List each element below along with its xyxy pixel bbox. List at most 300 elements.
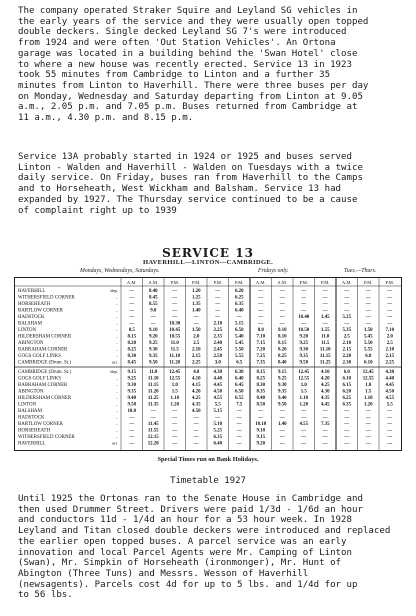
time-cell: 6.20 bbox=[234, 289, 244, 294]
closing-line: Leyland and Titan closed double deckers were introduced and replaced bbox=[18, 526, 391, 537]
time-cell: 7.20 bbox=[256, 347, 266, 353]
stop-suffix: .. bbox=[115, 307, 118, 313]
time-cell: 2.40 bbox=[213, 341, 223, 346]
time-cell: — bbox=[344, 428, 350, 434]
time-cell: — bbox=[215, 302, 221, 307]
time-cell: — bbox=[322, 428, 328, 434]
time-cell: 4.30 bbox=[320, 389, 330, 395]
time-cell: 11.20 bbox=[169, 360, 181, 366]
time-cell: 5.35 bbox=[342, 328, 352, 333]
time-cell: 2.0 bbox=[386, 334, 393, 340]
time-cell: 7.5 bbox=[236, 402, 243, 408]
time-cell: 5.55 bbox=[234, 354, 244, 359]
column-header: A.M. bbox=[255, 280, 266, 286]
time-cell: — bbox=[236, 435, 242, 440]
time-cell: 4.25 bbox=[320, 383, 330, 388]
time-cell: 7.35 bbox=[320, 422, 330, 427]
stop-suffix: .. bbox=[115, 434, 118, 439]
time-cell: 12.55 bbox=[169, 376, 181, 382]
stop-name: GOGS GOLF LINKS bbox=[18, 354, 61, 359]
time-cell: 1.20 bbox=[170, 402, 180, 408]
stop-name: BARTLOW CORNER bbox=[18, 308, 63, 314]
column-header: P.M. bbox=[299, 280, 308, 286]
stop-suffix: .. bbox=[115, 388, 118, 394]
service13a-line: expanded by 1927. The Thursday service continued to be a cause bbox=[18, 194, 358, 205]
time-cell: 1.10 bbox=[170, 396, 180, 401]
time-cell: — bbox=[129, 415, 135, 421]
time-cell: — bbox=[365, 422, 371, 427]
time-cell: — bbox=[215, 415, 221, 421]
time-cell: 2.10 bbox=[191, 347, 201, 353]
time-cell: 11.25 bbox=[147, 396, 159, 401]
time-cell: 10.10 bbox=[255, 422, 267, 427]
time-cell: 2.10 bbox=[385, 347, 395, 353]
time-cell: — bbox=[258, 321, 264, 327]
time-cell: — bbox=[344, 441, 350, 447]
time-cell: 6.5 bbox=[236, 360, 243, 366]
time-cell: 1.50 bbox=[191, 328, 201, 333]
time-cell: 8.40 bbox=[256, 396, 266, 401]
timetable bbox=[14, 277, 402, 451]
stop-suffix: .. bbox=[115, 301, 118, 306]
time-cell: 10.55 bbox=[169, 334, 181, 340]
time-cell: 4.50 bbox=[385, 389, 395, 395]
time-cell: 8.5 bbox=[128, 328, 135, 333]
time-cell: 4.35 bbox=[191, 402, 201, 408]
time-cell: 6.10 bbox=[342, 376, 352, 382]
time-cell: 11.10 bbox=[319, 347, 331, 353]
time-cell: 4.20 bbox=[320, 376, 330, 382]
time-cell: 9.10 bbox=[256, 428, 266, 434]
closing-line: Until 1925 the Ortonas ran to the Senate House in Cambridge and bbox=[18, 494, 363, 504]
time-cell: 6.25 bbox=[234, 295, 244, 301]
time-cell: 4.35 bbox=[320, 396, 330, 401]
time-cell: 1.50 bbox=[363, 328, 373, 333]
time-cell: — bbox=[387, 321, 393, 327]
time-cell: 7.15 bbox=[256, 341, 266, 346]
time-cell: 2.30 bbox=[342, 360, 352, 366]
time-cell: 5.55 bbox=[363, 347, 373, 353]
time-cell: — bbox=[365, 428, 371, 434]
time-cell: — bbox=[129, 308, 135, 314]
time-cell: 4.0 bbox=[193, 370, 200, 375]
time-cell: — bbox=[387, 422, 393, 427]
time-cell: — bbox=[344, 308, 350, 314]
time-cell: 11.20 bbox=[147, 389, 159, 395]
time-cell: 11.0 bbox=[149, 370, 158, 375]
column-header: P.M. bbox=[385, 280, 394, 286]
time-cell: 4.55 bbox=[213, 396, 223, 401]
time-cell: — bbox=[365, 321, 371, 327]
time-cell: 8.40 bbox=[148, 289, 158, 294]
service-13a-paragraph bbox=[18, 152, 402, 216]
time-cell: — bbox=[365, 308, 371, 314]
time-cell: 9.25 bbox=[127, 376, 137, 382]
time-cell: — bbox=[258, 308, 264, 314]
time-cell: — bbox=[322, 295, 328, 301]
time-cell: — bbox=[258, 302, 264, 307]
time-cell: — bbox=[387, 428, 393, 434]
stop-suffix: arr. bbox=[112, 359, 118, 365]
stop-suffix: .. bbox=[115, 353, 118, 358]
intro-line: from 1924 and were often 'Out Station Vehicles'. An Ortona bbox=[18, 38, 336, 49]
time-cell: 6.15 bbox=[342, 383, 352, 388]
stop-name: CAMBRIDGE (Drum. St.) bbox=[18, 360, 71, 366]
time-cell: — bbox=[279, 435, 285, 440]
time-cell: 9.50 bbox=[277, 402, 287, 408]
time-cell: — bbox=[279, 321, 285, 327]
time-cell: 9.0 bbox=[150, 308, 157, 314]
time-cell: — bbox=[193, 315, 199, 320]
time-cell: — bbox=[258, 409, 264, 414]
stop-name: HADSTOCK bbox=[18, 415, 45, 421]
stop-suffix: .. bbox=[115, 314, 118, 319]
time-cell: 9.50 bbox=[148, 360, 158, 366]
time-cell: — bbox=[129, 295, 135, 301]
time-cell: 9.50 bbox=[127, 402, 137, 408]
time-cell: 2.5 bbox=[193, 341, 200, 346]
figure-caption: Timetable 1927 bbox=[170, 476, 246, 486]
time-cell: — bbox=[365, 415, 371, 421]
stop-name: LINTON bbox=[18, 328, 37, 333]
time-cell: 11.55 bbox=[147, 428, 159, 434]
time-cell: 4.30 bbox=[213, 370, 223, 375]
time-cell: 8.20 bbox=[127, 341, 137, 346]
time-cell: 9.30 bbox=[148, 347, 158, 353]
time-cell: — bbox=[279, 428, 285, 434]
stop-name: GOGS GOLF LINKS bbox=[18, 376, 61, 382]
time-cell: — bbox=[301, 435, 307, 440]
time-cell: 9.30 bbox=[127, 383, 137, 388]
time-cell: 9.25 bbox=[299, 341, 309, 346]
time-cell: — bbox=[322, 289, 328, 294]
time-cell: — bbox=[172, 428, 178, 434]
time-cell: — bbox=[129, 422, 135, 427]
stop-name: BABRAHAM CORNER bbox=[18, 347, 68, 353]
time-cell: 9.40 bbox=[127, 396, 137, 401]
time-cell: 6.40 bbox=[234, 376, 244, 382]
time-cell: 5.5 bbox=[386, 402, 393, 408]
time-cell: 2.25 bbox=[385, 360, 395, 366]
time-cell: — bbox=[129, 441, 135, 447]
time-cell: 9.35 bbox=[148, 354, 158, 359]
time-cell: 12.20 bbox=[147, 441, 159, 447]
time-cell: — bbox=[129, 435, 135, 440]
time-cell: — bbox=[301, 302, 307, 307]
time-cell: 6.25 bbox=[342, 396, 352, 401]
time-cell: — bbox=[172, 441, 178, 447]
time-cell: — bbox=[172, 415, 178, 421]
time-cell: — bbox=[193, 415, 199, 421]
stop-suffix: dep. bbox=[110, 369, 118, 374]
stop-name: WITHERSFIELD CORNER bbox=[18, 435, 75, 440]
time-cell: 10.40 bbox=[298, 315, 310, 320]
time-cell: — bbox=[193, 321, 199, 327]
time-cell: 8.15 bbox=[127, 334, 137, 340]
time-cell: 1.5 bbox=[171, 389, 178, 395]
time-cell: — bbox=[150, 321, 156, 327]
time-cell: 10.0 bbox=[127, 409, 137, 414]
time-cell: 2.0 bbox=[193, 334, 200, 340]
time-cell: 6.50 bbox=[234, 328, 244, 333]
time-cell: 6.50 bbox=[234, 389, 244, 395]
service13a-line: daily service. On Friday, buses ran from Haverhill to the Camps bbox=[18, 173, 363, 184]
time-cell: — bbox=[129, 289, 135, 294]
time-cell: — bbox=[301, 295, 307, 301]
service13a-line: Service 13A probably started in 1924 or 1925 and buses served bbox=[18, 152, 352, 162]
time-cell: — bbox=[322, 308, 328, 314]
time-cell: — bbox=[172, 315, 178, 320]
time-cell: 5.50 bbox=[234, 347, 244, 353]
timetable-title: SERVICE 13 bbox=[162, 246, 254, 260]
time-cell: — bbox=[258, 315, 264, 320]
intro-line: 11 a.m., 4.30 p.m. and 8.15 p.m. bbox=[18, 113, 194, 124]
time-cell: 4.55 bbox=[385, 396, 395, 401]
time-cell: — bbox=[279, 295, 285, 301]
stop-suffix: .. bbox=[115, 340, 118, 345]
time-cell: 11.35 bbox=[147, 402, 159, 408]
time-cell: — bbox=[344, 289, 350, 294]
time-cell: 6.10 bbox=[363, 360, 373, 366]
time-cell: — bbox=[193, 441, 199, 447]
time-cell: 2.15 bbox=[191, 354, 201, 359]
time-cell: 8.40 bbox=[277, 360, 287, 366]
column-header: P.M. bbox=[192, 280, 201, 286]
stop-name: HAVERHILL bbox=[18, 289, 46, 294]
time-cell: — bbox=[150, 415, 156, 421]
days-tue-thu: Tues.—Thurs. bbox=[344, 268, 377, 274]
time-cell: 1.0 bbox=[300, 383, 307, 388]
days-mon-wed-sat: Mondays, Wednesdays, Saturdays. bbox=[80, 268, 160, 274]
time-cell: 2.25 bbox=[191, 360, 201, 366]
time-cell: 9.25 bbox=[277, 376, 287, 382]
time-cell: 12.15 bbox=[147, 435, 159, 440]
time-cell: 2.45 bbox=[213, 347, 223, 353]
time-cell: 7.25 bbox=[256, 354, 266, 359]
time-cell: 8.25 bbox=[277, 354, 287, 359]
stop-name: ABINGTON bbox=[18, 389, 44, 395]
time-cell: — bbox=[172, 308, 178, 314]
time-cell: 6.35 bbox=[213, 435, 223, 440]
time-cell: — bbox=[322, 302, 328, 307]
time-cell: 4.45 bbox=[385, 383, 395, 388]
time-cell: 1.25 bbox=[191, 295, 201, 301]
time-cell: — bbox=[301, 415, 307, 421]
service13a-line: of complaint right up to 1939 bbox=[18, 205, 177, 216]
time-cell: — bbox=[236, 415, 242, 421]
time-cell: — bbox=[387, 308, 393, 314]
time-cell: 6.20 bbox=[342, 389, 352, 395]
time-cell: — bbox=[344, 321, 350, 327]
time-cell: 8.30 bbox=[256, 383, 266, 388]
time-cell: 2.5 bbox=[386, 341, 393, 346]
stop-name: BARTLOW CORNER bbox=[18, 422, 63, 427]
time-cell: 6.40 bbox=[234, 308, 244, 314]
time-cell: — bbox=[322, 321, 328, 327]
time-cell: 2.20 bbox=[342, 354, 352, 359]
stop-suffix: .. bbox=[115, 333, 118, 339]
stop-suffix: .. bbox=[115, 421, 118, 426]
time-cell: 2.25 bbox=[213, 328, 223, 333]
column-header: P.M. bbox=[321, 280, 330, 286]
time-cell: — bbox=[236, 441, 242, 447]
time-cell: 1.0 bbox=[365, 383, 372, 388]
time-cell: 9.20 bbox=[299, 334, 309, 340]
time-cell: 6.40 bbox=[213, 441, 223, 447]
time-cell: 11.10 bbox=[147, 376, 159, 382]
stop-suffix: .. bbox=[115, 427, 118, 433]
time-cell: 4.50 bbox=[213, 389, 223, 395]
time-cell: — bbox=[279, 415, 285, 421]
time-cell: 7.10 bbox=[256, 334, 266, 340]
time-cell: — bbox=[344, 409, 350, 414]
stop-name: WITHERSFIELD CORNER bbox=[18, 295, 75, 301]
time-cell: 8.30 bbox=[127, 354, 137, 359]
column-header: P.M. bbox=[213, 280, 222, 286]
time-cell: 11.25 bbox=[319, 360, 331, 366]
column-header: A.M. bbox=[277, 280, 288, 286]
intro-line: The company operated Straker Squire and Leyland SG vehicles in bbox=[18, 6, 358, 16]
time-cell: 11.15 bbox=[319, 354, 331, 359]
time-cell: — bbox=[215, 289, 221, 294]
time-cell: — bbox=[129, 428, 135, 434]
time-cell: 1.20 bbox=[299, 402, 309, 408]
time-cell: 1.45 bbox=[320, 315, 330, 320]
time-cell: 8.0 bbox=[257, 328, 264, 333]
time-cell: 2.35 bbox=[213, 334, 223, 340]
time-cell: — bbox=[129, 302, 135, 307]
time-cell: — bbox=[344, 415, 350, 421]
time-cell: — bbox=[344, 435, 350, 440]
time-cell: — bbox=[365, 302, 371, 307]
time-cell: 11.5 bbox=[321, 341, 330, 346]
column-header: P.M. bbox=[235, 280, 244, 286]
time-cell: — bbox=[150, 409, 156, 414]
timetable-note: Special Times run on Bank Holidays. bbox=[157, 456, 259, 463]
intro-line: the early years of the service and they were usually open topped bbox=[18, 16, 369, 27]
intro-line: on Monday, Wednesday and Saturday departing from Linton at 9.05 bbox=[18, 91, 363, 102]
time-cell: — bbox=[301, 428, 307, 434]
stop-suffix: .. bbox=[115, 320, 118, 326]
time-cell: 12.55 bbox=[362, 376, 374, 382]
time-cell: 7.10 bbox=[385, 328, 395, 333]
time-cell: 5.50 bbox=[363, 341, 373, 346]
stop-name: LINTON bbox=[18, 402, 37, 408]
stop-name: BALSHAM bbox=[18, 321, 42, 327]
time-cell: 9.15 bbox=[127, 370, 137, 375]
time-cell: 5.15 bbox=[234, 321, 244, 327]
time-cell: 4.40 bbox=[213, 376, 223, 382]
stop-name: HORSEHEATH bbox=[18, 302, 51, 307]
intro-line: garage was located in a building behind the 'Swan Hotel' close bbox=[18, 48, 358, 59]
time-cell: 9.30 bbox=[277, 383, 287, 388]
time-cell: 8.45 bbox=[148, 295, 158, 301]
time-cell: 1.5 bbox=[300, 389, 307, 395]
time-cell: 12.45 bbox=[362, 370, 374, 375]
time-cell: — bbox=[301, 321, 307, 327]
time-cell: 2.15 bbox=[385, 354, 395, 359]
time-cell: 5.45 bbox=[234, 341, 244, 346]
stop-suffix: arr. bbox=[112, 440, 118, 446]
time-cell: 5.45 bbox=[363, 334, 373, 340]
time-cell: 3.0 bbox=[214, 360, 221, 366]
time-cell: 4.15 bbox=[191, 383, 201, 388]
time-cell: 5.25 bbox=[213, 428, 223, 434]
closing-line: and conductors 11d - 1/4d an hour for a 53 hour week. In 1928 bbox=[18, 515, 352, 526]
time-cell: 4.30 bbox=[385, 370, 395, 375]
stop-suffix: .. bbox=[115, 408, 118, 413]
time-cell: 9.30 bbox=[299, 347, 309, 353]
stop-suffix: .. bbox=[115, 414, 118, 420]
time-cell: — bbox=[322, 435, 328, 440]
time-cell: — bbox=[365, 435, 371, 440]
time-cell: 11.45 bbox=[147, 422, 159, 427]
time-cell: — bbox=[344, 302, 350, 307]
time-cell: — bbox=[322, 441, 328, 447]
time-cell: 9.35 bbox=[277, 389, 287, 395]
time-cell: 6.30 bbox=[234, 370, 244, 375]
time-cell: 4.10 bbox=[320, 370, 330, 375]
time-cell: 7.35 bbox=[256, 360, 266, 366]
time-cell: — bbox=[387, 409, 393, 414]
time-cell: — bbox=[193, 435, 199, 440]
time-cell: — bbox=[236, 315, 242, 320]
column-header: P.M. bbox=[364, 280, 373, 286]
time-cell: 9.35 bbox=[299, 354, 309, 359]
time-cell: 9.40 bbox=[277, 396, 287, 401]
time-cell: 8.15 bbox=[277, 341, 287, 346]
stop-name: BALSHAM bbox=[18, 409, 42, 414]
time-cell: 4.45 bbox=[320, 402, 330, 408]
time-cell: — bbox=[258, 415, 264, 421]
stop-suffix: .. bbox=[115, 382, 118, 387]
time-cell: — bbox=[387, 295, 393, 301]
time-cell: 9.15 bbox=[256, 435, 266, 440]
stop-suffix: .. bbox=[115, 346, 118, 352]
time-cell: — bbox=[172, 422, 178, 427]
closing-line: (Swan), Mr. Simpkin of Horseheath (ironmonger), Mr. Hunt of bbox=[18, 558, 342, 569]
stop-suffix: .. bbox=[115, 401, 118, 407]
time-cell: 8.50 bbox=[256, 402, 266, 408]
time-cell: — bbox=[279, 308, 285, 314]
time-cell: 10.50 bbox=[298, 328, 310, 333]
column-header: P.M. bbox=[170, 280, 179, 286]
time-cell: 5.10 bbox=[213, 422, 223, 427]
time-cell: 9.10 bbox=[148, 328, 158, 333]
time-cell: — bbox=[172, 435, 178, 440]
time-cell: — bbox=[322, 415, 328, 421]
stop-name: HAVERHILL bbox=[18, 441, 46, 447]
time-cell: 9.20 bbox=[256, 441, 266, 447]
time-cell: 11.15 bbox=[147, 383, 159, 388]
time-cell: 10.45 bbox=[169, 328, 181, 333]
stop-name: HADSTOCK bbox=[18, 315, 45, 320]
time-cell: — bbox=[387, 415, 393, 421]
service13a-line: and to Horseheath, West Wickham and Balsham. Service 13 had bbox=[18, 184, 342, 195]
stop-name: CAMBRIDGE (Drum. St.) bbox=[18, 370, 71, 375]
intro-paragraph bbox=[18, 6, 402, 124]
intro-line: minutes from Linton to Haverhill. There were three buses per day bbox=[18, 80, 369, 91]
time-cell: 8.20 bbox=[277, 347, 287, 353]
stop-name: HORSEHEATH bbox=[18, 428, 51, 434]
column-header: A.M. bbox=[341, 280, 352, 286]
time-cell: 9.50 bbox=[299, 360, 309, 366]
time-cell: 5.25 bbox=[342, 315, 352, 320]
time-cell: 1.20 bbox=[363, 402, 373, 408]
closing-paragraph bbox=[18, 494, 402, 601]
intro-line: a.m., 2.05 p.m. and 7.05 p.m. Buses returned from Cambridge at bbox=[18, 102, 358, 113]
closing-line: (newsagents). Parcels cost 4d for up to 5 lbs. and 1/4d for up bbox=[18, 579, 358, 590]
